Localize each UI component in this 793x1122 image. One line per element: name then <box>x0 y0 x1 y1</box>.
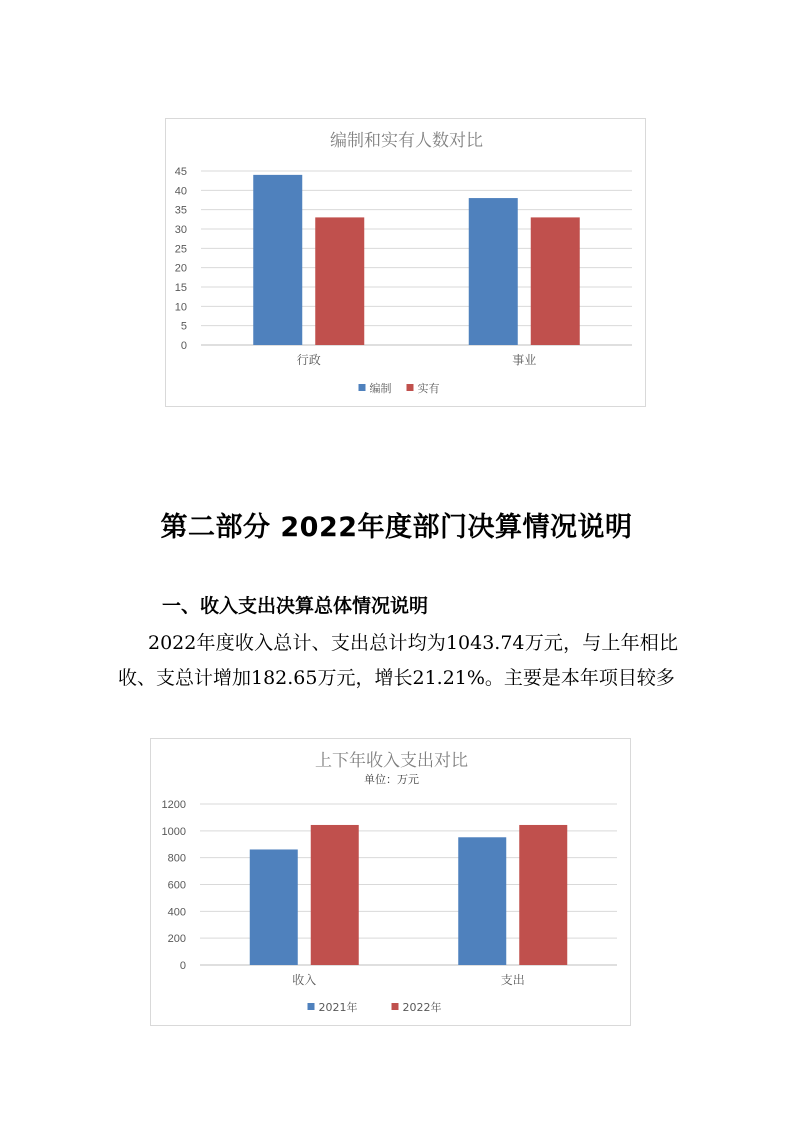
legend-label: 实有 <box>417 382 440 395</box>
staffing-chart <box>165 118 646 407</box>
sub-heading: 一、收入支出决算总体情况说明 <box>162 595 429 617</box>
legend-swatch <box>308 1003 315 1010</box>
y-tick-label: 10 <box>174 301 187 314</box>
y-tick-label: 0 <box>180 340 187 352</box>
legend-swatch <box>407 384 414 391</box>
income-expense-chart-svg <box>151 739 632 1027</box>
bar-编制-行政 <box>253 175 302 345</box>
legend-swatch <box>359 384 366 391</box>
y-tick-label: 40 <box>174 185 187 198</box>
legend-label: 2022年 <box>402 1001 442 1014</box>
bar-2022年-收入 <box>311 825 359 965</box>
bar-编制-事业 <box>469 198 518 345</box>
bar-2021年-支出 <box>458 837 506 965</box>
income-expense-chart <box>150 738 631 1026</box>
y-tick-label: 0 <box>179 960 186 972</box>
y-tick-label: 1000 <box>161 825 186 838</box>
y-tick-label: 35 <box>174 204 187 217</box>
chart-title: 上下年收入支出对比 <box>315 751 468 771</box>
x-category-label: 支出 <box>500 973 525 987</box>
y-tick-label: 25 <box>174 243 187 256</box>
y-tick-label: 600 <box>167 879 186 892</box>
bar-实有-事业 <box>531 217 580 345</box>
y-tick-label: 800 <box>167 852 186 865</box>
legend-swatch <box>392 1003 399 1010</box>
legend-label: 编制 <box>369 382 392 395</box>
bar-实有-行政 <box>315 217 364 345</box>
y-tick-label: 200 <box>167 933 186 946</box>
x-category-label: 事业 <box>512 353 537 367</box>
y-tick-label: 1200 <box>161 799 186 811</box>
bar-2022年-支出 <box>519 825 567 965</box>
section-title: 第二部分 2022年度部门决算情况说明 <box>160 512 633 543</box>
legend-label: 2021年 <box>318 1001 358 1014</box>
chart-title: 编制和实有人数对比 <box>330 131 483 151</box>
staffing-chart-svg <box>166 119 647 408</box>
y-tick-label: 15 <box>174 282 187 294</box>
chart-subtitle: 单位：万元 <box>364 773 419 786</box>
x-category-label: 收入 <box>292 973 317 987</box>
summary-paragraph: 2022年度收入总计、支出总计均为1043.74万元，与上年相比收、支总计增加182.65万元，增长21.21%。主要是本年项目较多 <box>118 632 678 689</box>
bar-2021年-收入 <box>250 849 298 965</box>
y-tick-label: 20 <box>174 262 187 275</box>
y-tick-label: 400 <box>167 906 186 919</box>
y-tick-label: 5 <box>180 320 187 333</box>
y-tick-label: 45 <box>174 166 187 178</box>
x-category-label: 行政 <box>296 353 321 367</box>
y-tick-label: 30 <box>174 224 187 236</box>
